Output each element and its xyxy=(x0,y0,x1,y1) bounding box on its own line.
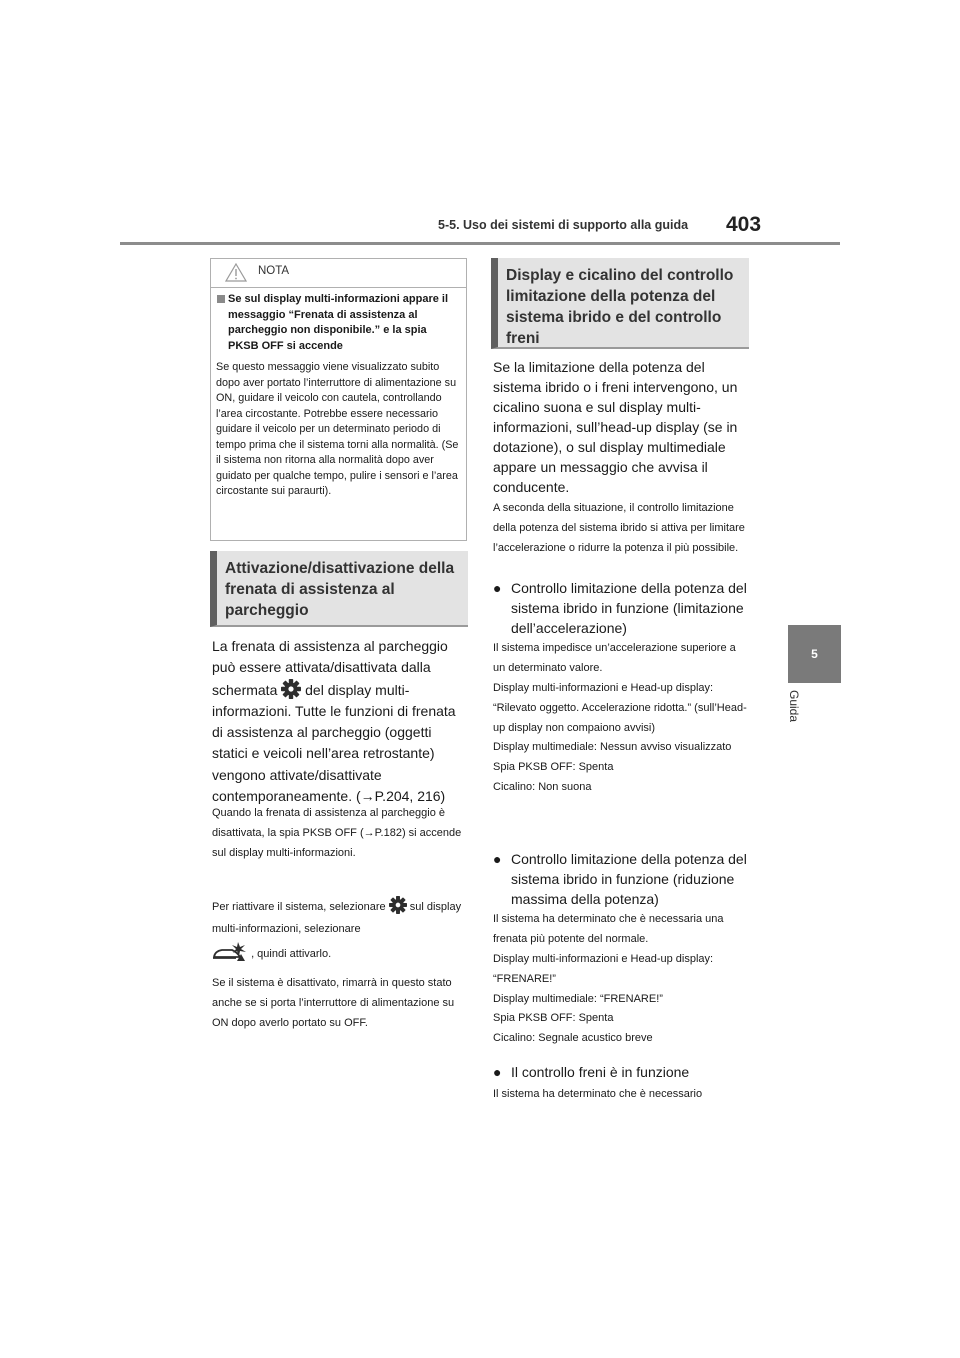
section2-note: A seconda della situazione, il controllo limitazione della potenza del sistema ibrido si attiva per limitare l’accelerazione o ridurre la potenza il più possibile. xyxy=(493,502,745,554)
notice-box xyxy=(210,258,467,541)
gear-icon xyxy=(389,896,407,914)
item-line: Il sistema ha determinato che è necessario xyxy=(493,1087,703,1100)
square-bullet-icon xyxy=(217,295,225,303)
item-line: Cicalino: Segnale acustico breve xyxy=(493,1032,653,1045)
item-line: Il sistema ha determinato che è necessaria una frenata più potente del normale. xyxy=(493,913,724,946)
section1-persistence: Se il sistema è disattivato, rimarrà in questo stato anche se si porta l’interruttore di alimentazione su ON dopo averlo portato su OFF. xyxy=(212,977,455,1029)
item-title: Il controllo freni è in funzione xyxy=(511,1064,690,1080)
section1-reactivate xyxy=(212,896,470,965)
item-title: Controllo limitazione della potenza del sistema ibrido in funzione (limitazione dell’accelerazione) xyxy=(511,580,747,636)
section1-p1-end: del display multi-informazioni. Tutte le funzioni di frenata di assistenza al parcheggio (oggetti statici e veicoli nell’area retrostante) vengono attivate/disattivate contemporaneamente. (→P.204, 216) xyxy=(212,681,456,805)
list-item xyxy=(493,1063,751,1105)
section-title: 5-5. Uso dei sistemi di supporto alla guida xyxy=(438,218,689,232)
item-title: Controllo limitazione della potenza del sistema ibrido in funzione (riduzione massima della potenza) xyxy=(511,851,747,907)
reactivate-text-3: , quindi attivarlo. xyxy=(251,948,332,960)
section1-paragraph xyxy=(212,636,470,807)
section1-note: Quando la frenata di assistenza al parcheggio è disattivata, la spia PKSB OFF (→P.182) si accende sul display multi-informazioni. xyxy=(212,807,462,859)
bullet-icon: ● xyxy=(493,1064,502,1080)
item-line: Display multimediale: Nessun avviso visualizzato xyxy=(493,741,732,754)
notice-body: Se questo messaggio viene visualizzato subito dopo aver portato l’interruttore di alimentazione su ON, guidare il veicolo con cautela, controllando l’area circostante. Potrebbe essere necessario guidare il veicolo per un determinato periodo di tempo prima che il sistema torni alla normalità. (Se il sistema non ritorna alla normalità dopo aver guidato per qualche tempo, pulire i sensori e l’area circostante sui paraurti). xyxy=(216,361,459,497)
section-heading-activation: Attivazione/disattivazione della frenata di assistenza al parcheggio xyxy=(210,551,468,627)
item-line: Display multimediale: “FRENARE!” xyxy=(493,992,663,1005)
list-item xyxy=(493,850,751,1049)
section2-intro: Se la limitazione della potenza del sistema ibrido o i freni intervengono, un cicalino suona e sul display multi-informazioni, sull’head-up display (se in dotazione), o sul display multimediale appare un messaggio che avvisa il conducente. xyxy=(493,359,738,495)
item-line: Display multi-informazioni e Head-up display: “Rilevato oggetto. Accelerazione ridotta.” (sull’Head-up display non compaiono avvisi) xyxy=(493,681,747,734)
gear-icon xyxy=(281,679,301,699)
item-line: Spia PKSB OFF: Spenta xyxy=(493,1012,614,1025)
list-item xyxy=(493,579,751,798)
notice-divider xyxy=(211,287,466,288)
header-rule xyxy=(120,242,840,245)
section1-p1-start: La frenata di assistenza al parcheggio può essere attivata/disattivata dalla schermata xyxy=(212,638,448,698)
item-line: Spia PKSB OFF: Spenta xyxy=(493,761,614,774)
car-alert-icon xyxy=(212,940,248,962)
item-line: Il sistema impedisce un’accelerazione superiore a un determinato valore. xyxy=(493,642,736,675)
bullet-icon: ● xyxy=(493,851,502,867)
reactivate-text-1: Per riattivare il sistema, selezionare xyxy=(212,901,386,913)
bullet-icon: ● xyxy=(493,580,502,596)
page-number: 403 xyxy=(726,213,762,236)
item-line: Cicalino: Non suona xyxy=(493,780,592,793)
notice-title: NOTA xyxy=(258,265,290,277)
warning-icon xyxy=(225,263,247,282)
chapter-tab[interactable]: 5 xyxy=(788,625,841,683)
reactivate-text-2: sul display multi-informazioni, selezionare xyxy=(212,901,462,935)
section-heading-display-buzzer: Display e cicalino del controllo limitazione della potenza del sistema ibrido e del controllo freni xyxy=(491,258,749,349)
notice-heading: Se sul display multi-informazioni appare il messaggio “Frenata di assistenza al parcheggio non disponibile.” e la spia PKSB OFF si accende xyxy=(228,293,449,352)
item-line: Display multi-informazioni e Head-up display: “FRENARE!” xyxy=(493,952,714,985)
chapter-label: Guida xyxy=(787,690,801,723)
